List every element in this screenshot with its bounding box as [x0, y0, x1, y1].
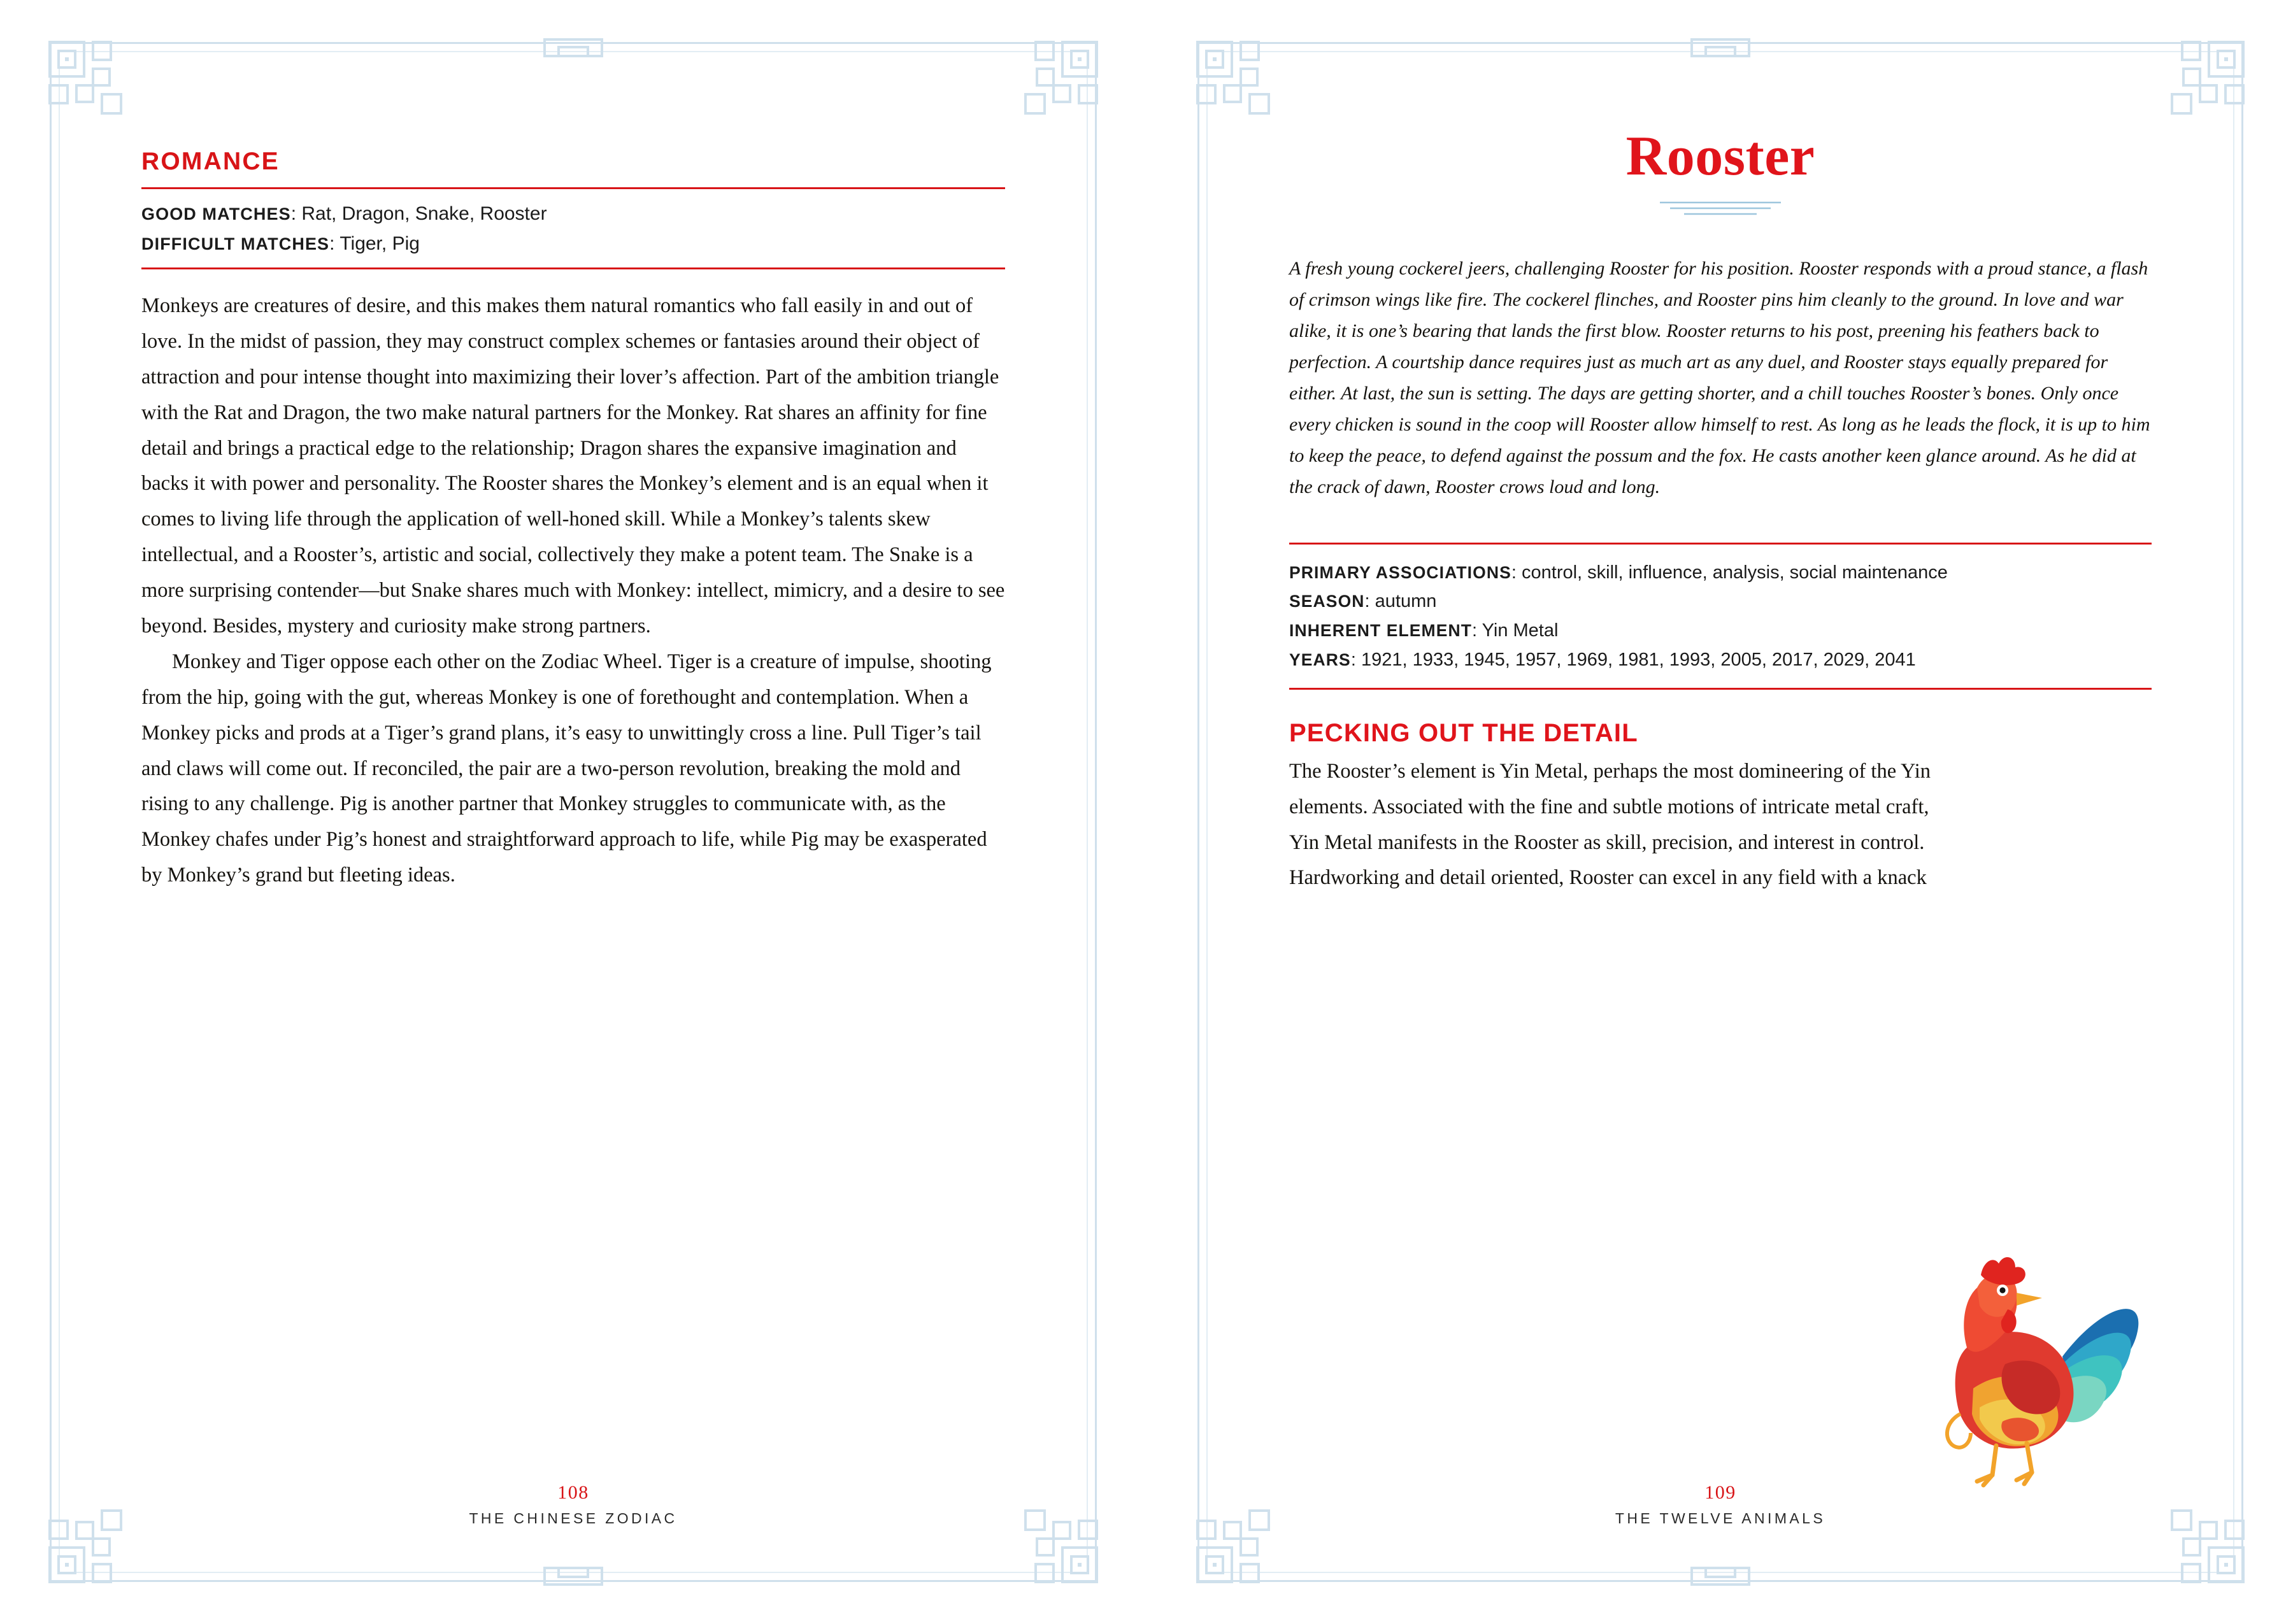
match-list — [141, 189, 1005, 267]
edge-ornament-icon — [1673, 1556, 1768, 1587]
primary-associations-value: control, skill, influence, analysis, social maintenance — [1522, 562, 1948, 583]
inherent-element-row — [1289, 616, 2152, 646]
paragraph: Monkeys are creatures of desire, and this makes them natural romantics who fall easily in and out of love. In the midst of passion, they may construct complex schemes or fantasies around their object of attraction and pour intense thought into maximizing their lover’s affection. Part of the ambition triangle with the Rat and Dragon, the two make natural partners for the Monkey. Rat shares an affinity for fine detail and brings a practical edge to the relationship; Dragon shares the expansive imagination and backs it with power and personality. The Rooster shares the Monkey’s element and is an equal when it comes to living life through the application of well-honed skill. While a Monkey’s talents skew intellectual, and a Rooster’s, artistic and social, collectively they make a potent team. The Snake is a more surprising contender—but Snake shares much with Monkey: intellect, mimicry, and a desire to see beyond. Besides, mystery and curiosity make strong partners. — [141, 294, 1005, 638]
years-row — [1289, 646, 2152, 675]
corner-ornament-icon — [1194, 38, 1278, 122]
rooster-illustration — [1871, 1197, 2145, 1490]
running-head: THE CHINESE ZODIAC — [469, 1510, 678, 1527]
left-page-footer — [0, 1482, 1146, 1527]
season-label: SEASON — [1289, 592, 1365, 611]
season-row — [1289, 587, 2152, 616]
right-page-footer — [1148, 1482, 2293, 1527]
title-flourish-icon — [1654, 197, 1787, 220]
corner-ornament-icon — [1017, 38, 1101, 122]
edge-ornament-icon — [1673, 37, 1768, 68]
good-matches-value: Rat, Dragon, Snake, Rooster — [301, 203, 547, 224]
colon: : — [329, 232, 340, 254]
edge-ornament-icon — [525, 1556, 621, 1587]
colon: : — [1511, 562, 1522, 583]
page-number: 109 — [1704, 1482, 1736, 1503]
detail-heading: PECKING OUT THE DETAIL — [1289, 718, 1638, 747]
edge-ornament-icon — [525, 37, 621, 68]
paragraph: The Rooster’s element is Yin Metal, perhaps the most domineering of the Yin elements. Associated with the fine and subtle motions of intricate metal craft, Yin Metal manifests in the Rooster as skill, precision, and interest in control. Hardworking and detail oriented, Rooster can excel in any field with a knack — [1289, 759, 1931, 890]
section-heading-romance: ROMANCE — [141, 148, 280, 175]
right-page-content — [1289, 127, 2152, 1471]
left-page — [0, 0, 1146, 1624]
difficult-matches-value: Tiger, Pig — [339, 232, 420, 254]
left-page-content — [141, 148, 1005, 1471]
corner-ornament-icon — [46, 38, 130, 122]
right-page — [1146, 0, 2293, 1624]
corner-ornament-icon — [2163, 38, 2247, 122]
primary-associations-label: PRIMARY ASSOCIATIONS — [1289, 562, 1511, 582]
difficult-matches-row — [141, 229, 1005, 259]
intro-narrative: A fresh young cockerel jeers, challenging Rooster for his position. Rooster responds with a proud stance, a flash of crimson wings like fire. The cockerel flinches, and Rooster pins him cleanly to the ground. In love and war alike, it is one’s bearing that lands the first blow. Rooster returns to his post, preening his feathers back to perfection. A courtship dance requires just as much art as any duel, and Rooster stays equally prepared for either. At last, the sun is setting. The days are getting shorter, and a chill touches Rooster’s bones. Only once every chicken is sound in the coop will Rooster allow himself to rest. As long as he leads the flock, it is up to him to keep the peace, to defend against the possum and the fox. He casts another keen glance around. As he did at the crack of dawn, Rooster crows loud and long. — [1289, 258, 2150, 497]
primary-associations-row — [1289, 559, 2152, 588]
inherent-element-value: Yin Metal — [1482, 620, 1559, 641]
paragraph: Monkey and Tiger oppose each other on the Zodiac Wheel. Tiger is a creature of impulse, shooting from the hip, going with the gut, whereas Monkey is one of forethought and contemplation. When a Monkey picks and prods at a Tiger’s grand plans, it’s easy to unwittingly cross a line. Pull Tiger’s tail and claws will come out. If reconciled, the pair are a two-person revolution, breaking the mold and rising to any challenge. Pig is another partner that Monkey struggles to communicate with, as the Monkey chafes under Pig’s honest and straightforward approach to life, while Pig may be exasperated by Monkey’s grand but fleeting ideas. — [141, 650, 992, 887]
good-matches-label: GOOD MATCHES — [141, 204, 291, 224]
page-number: 108 — [557, 1482, 589, 1503]
running-head: THE TWELVE ANIMALS — [1615, 1510, 1826, 1527]
associations-box — [1289, 543, 2152, 690]
season-value: autumn — [1375, 591, 1437, 612]
colon: : — [1472, 620, 1482, 641]
detail-body-text — [1289, 754, 1932, 897]
difficult-matches-label: DIFFICULT MATCHES — [141, 234, 330, 253]
inherent-element-label: INHERENT ELEMENT — [1289, 621, 1473, 641]
romance-body-text — [141, 288, 1005, 894]
colon: : — [1350, 649, 1361, 670]
divider-bottom — [141, 267, 1005, 269]
years-label: YEARS — [1289, 650, 1351, 669]
page-title: Rooster — [1625, 125, 1815, 187]
colon: : — [290, 203, 302, 224]
colon: : — [1364, 591, 1375, 612]
years-value: 1921, 1933, 1945, 1957, 1969, 1981, 1993, 2005, 2017, 2029, 2041 — [1361, 649, 1916, 670]
good-matches-row — [141, 199, 1005, 229]
